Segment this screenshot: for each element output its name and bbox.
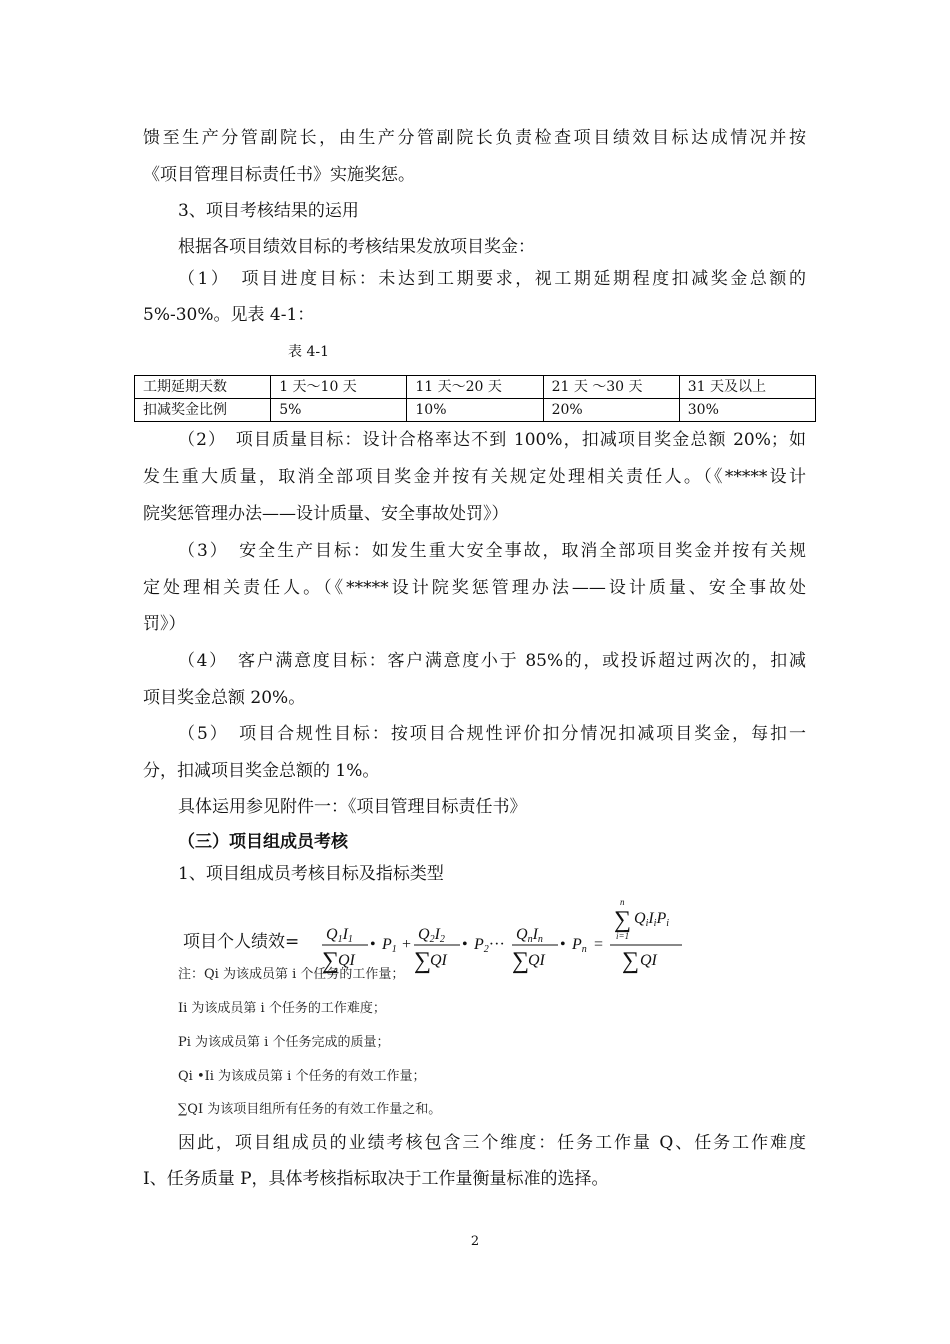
section-heading: 3、项目考核结果的运用	[178, 201, 359, 221]
note-line: Ii 为该成员第 i 个任务的工作难度；	[178, 1001, 386, 1016]
svg-text:QI: QI	[528, 952, 545, 969]
svg-text:QI: QI	[430, 952, 447, 969]
svg-text:∑: ∑	[322, 948, 340, 974]
note-line: 注：Qi 为该成员第 i 个任务的工作量；	[178, 967, 405, 982]
svg-text:∑: ∑	[414, 948, 432, 974]
svg-text:i=1: i=1	[616, 931, 630, 941]
list-item-line: 定处理相关责任人。（《*****设计院奖惩管理办法——设计质量、安全事故处	[143, 578, 806, 598]
svg-text:•: •	[370, 936, 376, 953]
svg-text:n: n	[620, 897, 625, 907]
list-item-line: （4） 客户满意度目标：客户满意度小于 85%的，或投诉超过两次的，扣减	[178, 651, 806, 671]
table-row	[135, 376, 816, 399]
svg-text:QI: QI	[338, 952, 355, 969]
table-cell: 扣减奖金比例	[135, 399, 271, 422]
table-cell: 5%	[271, 399, 407, 422]
delay-penalty-table	[134, 375, 816, 422]
list-item-line: 院奖惩管理办法——设计质量、安全事故处罚》）	[143, 504, 509, 524]
svg-text:•: •	[560, 936, 566, 953]
table-cell: 20%	[543, 399, 679, 422]
list-item-line: （3） 安全生产目标：如发生重大安全事故，取消全部项目奖金并按有关规	[178, 541, 806, 561]
note-line: Pi 为该成员第 i 个任务完成的质量；	[178, 1035, 390, 1050]
svg-text:P1: P1	[382, 936, 397, 955]
note-line: ∑QI 为该项目组所有任务的有效工作量之和。	[178, 1102, 442, 1117]
svg-text:Q2I2: Q2I2	[418, 926, 445, 945]
table-caption: 表 4-1	[288, 344, 329, 360]
list-item-line: 分，扣减项目奖金总额的 1%。	[143, 761, 380, 781]
svg-text:∑: ∑	[622, 948, 640, 974]
svg-text:QI: QI	[640, 952, 657, 969]
list-item-line: 罚》）	[143, 614, 186, 634]
svg-text:Pn: Pn	[572, 936, 587, 955]
svg-text:∑: ∑	[614, 907, 632, 933]
svg-text:∑: ∑	[512, 948, 530, 974]
table-cell: 31 天及以上	[679, 376, 815, 399]
table-cell: 11 天～20 天	[407, 376, 543, 399]
page-number: 2	[470, 1234, 480, 1249]
svg-text:•: •	[462, 936, 468, 953]
table-cell: 30%	[679, 399, 815, 422]
note-line: Qi •Ii 为该成员第 i 个任务的有效工作量；	[178, 1069, 426, 1084]
list-item-line: （2） 项目质量目标：设计合格率达不到 100%，扣减项目奖金总额 20%；如	[178, 430, 806, 450]
svg-text:+: +	[402, 936, 412, 953]
paragraph-line: 具体运用参见附件一：《项目管理目标责任书》	[178, 797, 527, 817]
table-cell: 1 天～10 天	[271, 376, 407, 399]
list-item-line: 发生重大质量，取消全部项目奖金并按有关规定处理相关责任人。（《*****设计	[143, 467, 806, 487]
table-cell: 工期延期天数	[135, 376, 271, 399]
paragraph-line: 馈至生产分管副院长，由生产分管副院长负责检查项目绩效目标达成情况并按	[143, 128, 806, 148]
table-cell: 10%	[407, 399, 543, 422]
list-item-line: 5%-30%。见表 4-1：	[143, 305, 315, 325]
list-item-line: 项目奖金总额 20%。	[143, 688, 306, 708]
list-item-line: （1） 项目进度目标：未达到工期要求，视工期延期程度扣减奖金总额的	[178, 269, 806, 289]
performance-formula	[318, 895, 688, 975]
subsection-heading: 1、项目组成员考核目标及指标类型	[178, 864, 444, 884]
formula-label: 项目个人绩效=	[183, 932, 300, 952]
paragraph-line: 根据各项目绩效目标的考核结果发放项目奖金：	[178, 237, 535, 257]
svg-text:P2···: P2···	[474, 936, 505, 955]
section-heading: （三）项目组成员考核	[178, 832, 348, 852]
svg-text:QiIiPi: QiIiPi	[634, 910, 670, 929]
paragraph-line: 因此，项目组成员的业绩考核包含三个维度：任务工作量 Q、任务工作难度	[178, 1133, 806, 1153]
svg-text:=: =	[594, 936, 604, 953]
paragraph-line: I、任务质量 P，具体考核指标取决于工作量衡量标准的选择。	[143, 1169, 609, 1189]
list-item-line: （5） 项目合规性目标：按项目合规性评价扣分情况扣减项目奖金，每扣一	[178, 724, 806, 744]
paragraph-line: 《项目管理目标责任书》实施奖惩。	[143, 165, 415, 185]
svg-text:QnIn: QnIn	[516, 926, 543, 945]
table-row	[135, 399, 816, 422]
table-cell: 21 天 ～30 天	[543, 376, 679, 399]
svg-text:Q1I1: Q1I1	[326, 926, 353, 945]
